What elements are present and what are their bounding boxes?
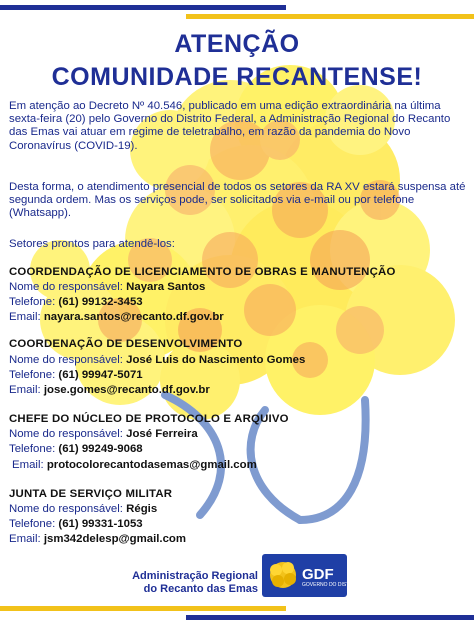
- phone-number[interactable]: (61) 99331-1053: [58, 518, 143, 530]
- section-heading: JUNTA DE SERVIÇO MILITAR: [9, 488, 173, 500]
- responsible-label: Nome do responsável:: [9, 428, 123, 440]
- intro-paragraph-1: Em atenção ao Decreto Nº 40.546, publicado em uma edição extraordinária na última sexta-feira (20) pelo Governo do Distrito Federal, a Administração Regional do Recanto das Emas vai atuar em regime de teletrabalho, em razão da pandemia do Novo Coronavírus (COVID-19).: [9, 100, 451, 152]
- gdf-logo-subtext: GOVERNO DO DISTRITO FEDERAL: [302, 582, 386, 588]
- phone-label: Telefone:: [9, 443, 56, 455]
- responsible-name: Nayara Santos: [126, 281, 206, 293]
- responsible-name: José Ferreira: [126, 428, 198, 440]
- administration-line-2: do Recanto das Emas: [143, 582, 258, 595]
- responsible-line: [9, 503, 157, 516]
- administration-line-1: Administração Regional: [132, 570, 258, 582]
- intro-paragraph-2: Desta forma, o atendimento presencial de todos os setores da RA XV estará suspensa até segunda ordem. Mas os serviços pode, ser solicitados via e-mail ou por telefone (Whatsapp).: [9, 181, 466, 220]
- email-line: [9, 311, 224, 324]
- phone-line: [9, 296, 143, 309]
- email-label: Email:: [9, 533, 41, 545]
- responsible-line: [9, 428, 198, 441]
- email-label: Email:: [9, 311, 41, 323]
- email-line: [12, 459, 257, 472]
- phone-number[interactable]: (61) 99132-3453: [58, 296, 143, 308]
- responsible-line: [9, 354, 305, 367]
- email-link[interactable]: jsm342delesp@gmail.com: [43, 533, 186, 545]
- phone-label: Telefone:: [9, 369, 56, 381]
- responsible-label: Nome do responsável:: [9, 503, 123, 515]
- email-link[interactable]: jose.gomes@recanto.df.gov.br: [43, 384, 210, 396]
- email-label: Email:: [12, 459, 44, 471]
- administration-name: [118, 570, 258, 595]
- section-heading: COORDENDAÇÃO DE LICENCIAMENTO DE OBRAS E MANUTENÇÃO: [9, 266, 396, 278]
- email-link[interactable]: protocolorecantodasemas@gmail.com: [46, 459, 257, 471]
- phone-label: Telefone:: [9, 518, 56, 530]
- email-line: [9, 533, 186, 546]
- responsible-label: Nome do responsável:: [9, 281, 123, 293]
- phone-number[interactable]: (61) 99947-5071: [58, 369, 143, 381]
- phone-line: [9, 369, 143, 382]
- section-heading: COORDENAÇÃO DE DESENVOLVIMENTO: [9, 338, 243, 350]
- ipe-flower-icon: [266, 558, 300, 592]
- section-heading: CHEFE DO NÚCLEO DE PROTOCOLO E ARQUIVO: [9, 413, 289, 425]
- responsible-label: Nome do responsável:: [9, 354, 123, 366]
- title-line-2: COMUNIDADE RECANTENSE!: [51, 63, 423, 91]
- intro-paragraph-3: Setores prontos para atendê-los:: [9, 238, 175, 250]
- email-link[interactable]: nayara.santos@recanto.df.gov.br: [43, 311, 224, 323]
- phone-line: [9, 518, 143, 531]
- phone-label: Telefone:: [9, 296, 56, 308]
- email-line: [9, 384, 210, 397]
- responsible-name: José Luis do Nascimento Gomes: [126, 354, 306, 366]
- responsible-name: Régis: [126, 503, 158, 515]
- title-line-1: ATENÇÃO: [174, 30, 300, 58]
- phone-number[interactable]: (61) 99249-9068: [58, 443, 143, 455]
- responsible-line: [9, 281, 205, 294]
- gdf-logo-text: GDF: [302, 566, 334, 583]
- email-label: Email:: [9, 384, 41, 396]
- phone-line: [9, 443, 143, 456]
